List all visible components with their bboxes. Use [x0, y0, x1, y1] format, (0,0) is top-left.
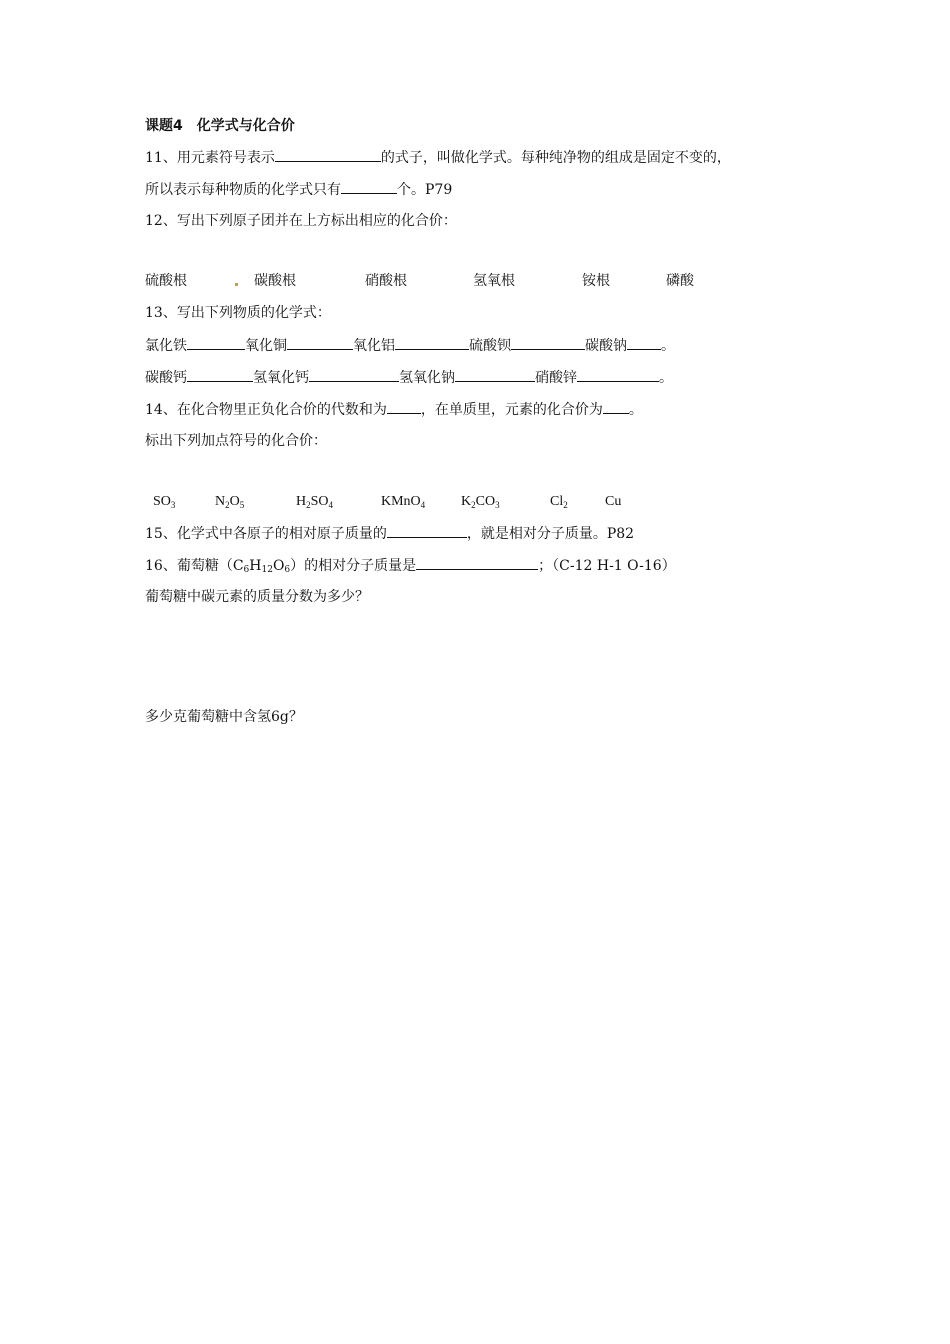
q13-label-aluminum-oxide: 氧化铝	[353, 338, 395, 354]
q16-text-1: 16、葡萄糖（C	[145, 558, 244, 574]
q13-blank[interactable]	[395, 335, 469, 350]
q14-blank-2[interactable]	[603, 399, 629, 414]
q13-blank[interactable]	[511, 335, 585, 350]
question-12: 12、写出下列原子团并在上方标出相应的化合价：	[145, 213, 457, 229]
q16-h-sub: 12	[261, 565, 273, 575]
question-17: 多少克葡萄糖中含氢6g？	[145, 709, 303, 725]
page-title: 课题4 化学式与化合价	[145, 118, 295, 134]
q14-text-3: 。	[628, 402, 643, 418]
q16-subquestion: 葡萄糖中碳元素的质量分数为多少？	[145, 589, 369, 605]
q14-blank-1[interactable]	[387, 399, 421, 414]
q11-text-3: 所以表示每种物质的化学式只有	[145, 182, 341, 198]
q13-row-1	[145, 335, 675, 355]
q12-item-6: 磷酸	[666, 273, 694, 289]
q13-blank[interactable]	[309, 367, 399, 382]
q16-o-sub: 6	[284, 565, 291, 575]
formula-cu: Cu	[605, 494, 622, 509]
q13-row-2	[145, 367, 673, 387]
q16-c-sub: 6	[243, 565, 250, 575]
q13-label-sodium-hydroxide: 氢氧化钠	[399, 370, 455, 386]
q12-item-4: 氢氧根	[473, 273, 515, 289]
q14-text-1: 14、在化合物里正负化合价的代数和为	[145, 402, 387, 418]
q11-text-1: 11、用元素符号表示	[145, 150, 275, 166]
question-13: 13、写出下列物质的化学式：	[145, 305, 331, 321]
q13-period: 。	[661, 338, 675, 354]
question-15	[145, 523, 634, 543]
q13-label-ferric-chloride: 氯化铁	[145, 338, 187, 354]
q11-blank-1[interactable]	[275, 147, 381, 162]
question-11-line2	[145, 179, 452, 199]
q12-item-5: 铵根	[582, 273, 610, 289]
q11-blank-2[interactable]	[341, 179, 397, 194]
formula-h2so4: $H_2SO_4$	[296, 494, 334, 510]
question-14	[145, 399, 643, 419]
q16-o-label: O	[272, 558, 285, 574]
formula-k2co3: $K_2CO_3$	[461, 494, 500, 510]
q13-blank[interactable]	[187, 367, 253, 382]
q13-label-barium-sulfate: 硫酸钡	[469, 338, 511, 354]
q13-label-sodium-carbonate: 碳酸钠	[585, 338, 627, 354]
stray-dot	[235, 283, 238, 286]
q12-item-2: 碳酸根	[254, 273, 296, 289]
question-11-line1	[145, 147, 731, 167]
q14-subtitle: 标出下列加点符号的化合价：	[145, 433, 327, 449]
formula-so3: $SO_3$	[153, 494, 176, 510]
q11-text-2: 的式子，叫做化学式。每种纯净物的组成是固定不变的，	[380, 150, 731, 166]
question-16	[145, 555, 676, 575]
q14-text-2: ，在单质里，元素的化合价为	[420, 402, 603, 418]
q16-text-3: ；（C-12 H-1 O-16）	[538, 558, 676, 574]
formula-cl2: $Cl_2$	[550, 494, 568, 510]
q12-item-1: 硫酸根	[145, 273, 187, 289]
q13-blank[interactable]	[627, 335, 661, 350]
q15-blank[interactable]	[387, 523, 467, 538]
q16-h-label: H	[249, 558, 262, 574]
q13-label-calcium-hydroxide: 氢氧化钙	[253, 370, 309, 386]
q15-text-2: ，就是相对分子质量。P82	[466, 526, 635, 542]
q13-label-calcium-carbonate: 碳酸钙	[145, 370, 187, 386]
q13-blank[interactable]	[577, 367, 659, 382]
q16-text-2: ）的相对分子质量是	[290, 558, 417, 574]
q13-label-copper-oxide: 氧化铜	[245, 338, 287, 354]
q13-period: 。	[659, 370, 673, 386]
formula-n2o5: $N_2O_5$	[215, 494, 245, 510]
q12-item-3: 硝酸根	[365, 273, 407, 289]
q13-blank[interactable]	[455, 367, 535, 382]
q13-blank[interactable]	[287, 335, 353, 350]
q13-label-zinc-nitrate: 硝酸锌	[535, 370, 577, 386]
q13-blank[interactable]	[187, 335, 245, 350]
q11-text-4: 个。P79	[397, 182, 453, 198]
q15-text-1: 15、化学式中各原子的相对原子质量的	[145, 526, 387, 542]
formula-kmno4: KMnO$_4$	[381, 494, 426, 510]
q16-blank[interactable]	[416, 555, 538, 570]
